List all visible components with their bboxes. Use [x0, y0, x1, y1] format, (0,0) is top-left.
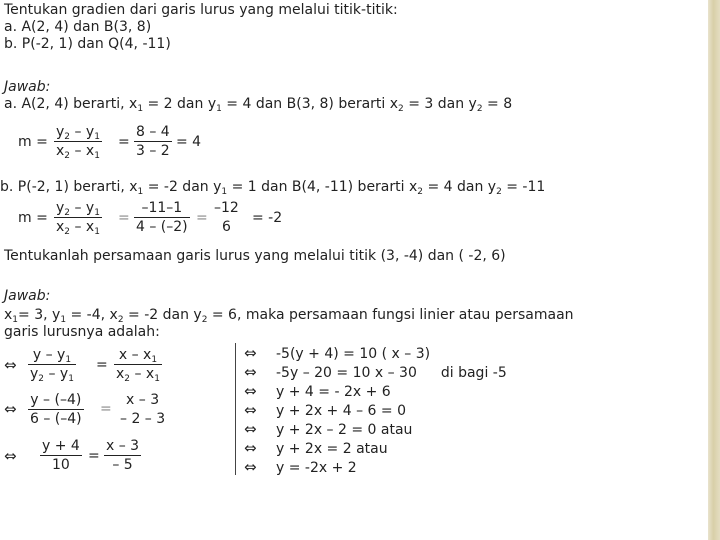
answer2-given-cont: garis lurusnya adalah: [4, 324, 160, 340]
problem1-instruction: Tentukan gradien dari garis lurus yang melalui titik-titik: [4, 2, 398, 18]
answer2-step: ⇔ y + 2x – 2 = 0 atau [244, 420, 413, 438]
equivalence-arrow-icon: ⇔ [244, 458, 257, 476]
answer2-step: ⇔ -5y – 20 = 10 x – 30 di bagi -5 [244, 363, 507, 381]
answer2-step: ⇔ y + 2x = 2 atau [244, 439, 388, 457]
equivalence-arrow-icon: ⇔ [244, 401, 257, 419]
answer1-b-m-label: m = [18, 210, 48, 226]
equivalence-arrow-icon: ⇔ [4, 400, 17, 418]
equivalence-arrow-icon: ⇔ [244, 382, 257, 400]
answer1-a-equals: = [118, 134, 130, 150]
answer2-heading: Jawab: [4, 288, 51, 304]
answer1-b-fraction-symbolic: $\frac{y_2 - y_1}{x_2 - x_1}$ [56, 200, 100, 237]
equivalence-arrow-icon: ⇔ [244, 420, 257, 438]
problem1-item-b: b. P(-2, 1) dan Q(4, -11) [4, 36, 171, 52]
equivalence-arrow-icon: ⇔ [4, 356, 17, 374]
equivalence-arrow-icon: ⇔ [4, 447, 17, 465]
slide-edge-decoration [708, 0, 720, 540]
answer2-step: ⇔ y = -2x + 2 [244, 458, 357, 476]
answer1-a-m-label: m = [18, 134, 48, 150]
answer1-b-equals: = [118, 210, 130, 226]
answer2-f2-equals: = [100, 401, 112, 417]
answer2-f1-right: $\frac{x - x_1}{x_2 - x_1}$ [116, 347, 160, 384]
answer2-f1-equals: = [96, 357, 108, 373]
equivalence-arrow-icon: ⇔ [244, 439, 257, 457]
answer1-a-result: = 4 [176, 134, 202, 150]
answer1-a-line: a. A(2, 4) berarti, $x_1 = 2$ dan $y_1 = 4$ dan B(3, 8) berarti $x_2 = 3$ dan $y_2 = 8$ [4, 96, 513, 114]
answer2-given: $x_1= 3$, $y_1 = -4$, $x_2 = -2$ dan $y_2 = 6$, maka persamaan fungsi linier atau persamaan [4, 307, 574, 325]
equivalence-arrow-icon: ⇔ [244, 363, 257, 381]
answer2-f3-right: $\frac{x - 3}{- 5}$ [106, 438, 140, 473]
answer2-f1-left: $\frac{y - y_1}{y_2 - y_1}$ [30, 347, 74, 384]
equivalence-arrow-icon: ⇔ [244, 344, 257, 362]
answer2-step: ⇔ y + 2x + 4 – 6 = 0 [244, 401, 406, 419]
answer2-f2-left: $\frac{y - (-4)}{6 - (-4)}$ [30, 392, 82, 427]
answer2-f3-left: $\frac{y + 4}{10}$ [42, 438, 80, 473]
answer1-b-result: = -2 [252, 210, 283, 226]
answer1-b-fraction-simplified: –12 6 [214, 200, 239, 235]
answer1-heading: Jawab: [4, 79, 51, 95]
problem2-instruction: Tentukanlah persamaan garis lurus yang melalui titik (3, -4) dan ( -2, 6) [4, 248, 506, 264]
column-divider [235, 343, 236, 475]
answer1-b-equals-2: = [196, 210, 208, 226]
answer1-b-line: b. P(-2, 1) berarti, $x_1 = -2$ dan $y_1 = 1$ dan B(4, -11) berarti $x_2 = 4$ dan $y_2 = -11$ [0, 179, 546, 197]
answer1-a-fraction-symbolic: $\frac{y_2 - y_1}{x_2 - x_1}$ [56, 124, 100, 161]
answer1-b-fraction-values: $\frac{-11-1}{4 - (-2)}$ [136, 200, 188, 235]
problem1-item-a: a. A(2, 4) dan B(3, 8) [4, 19, 152, 35]
answer2-f3-equals: = [88, 448, 100, 464]
answer1-a-fraction-values: $\frac{8 - 4}{3 - 2}$ [136, 124, 170, 159]
answer2-step: ⇔ -5(y + 4) = 10 ( x – 3) [244, 344, 431, 362]
answer2-step: ⇔ y + 4 = - 2x + 6 [244, 382, 391, 400]
answer2-f2-right: x – 3 – 2 – 3 [120, 392, 166, 427]
